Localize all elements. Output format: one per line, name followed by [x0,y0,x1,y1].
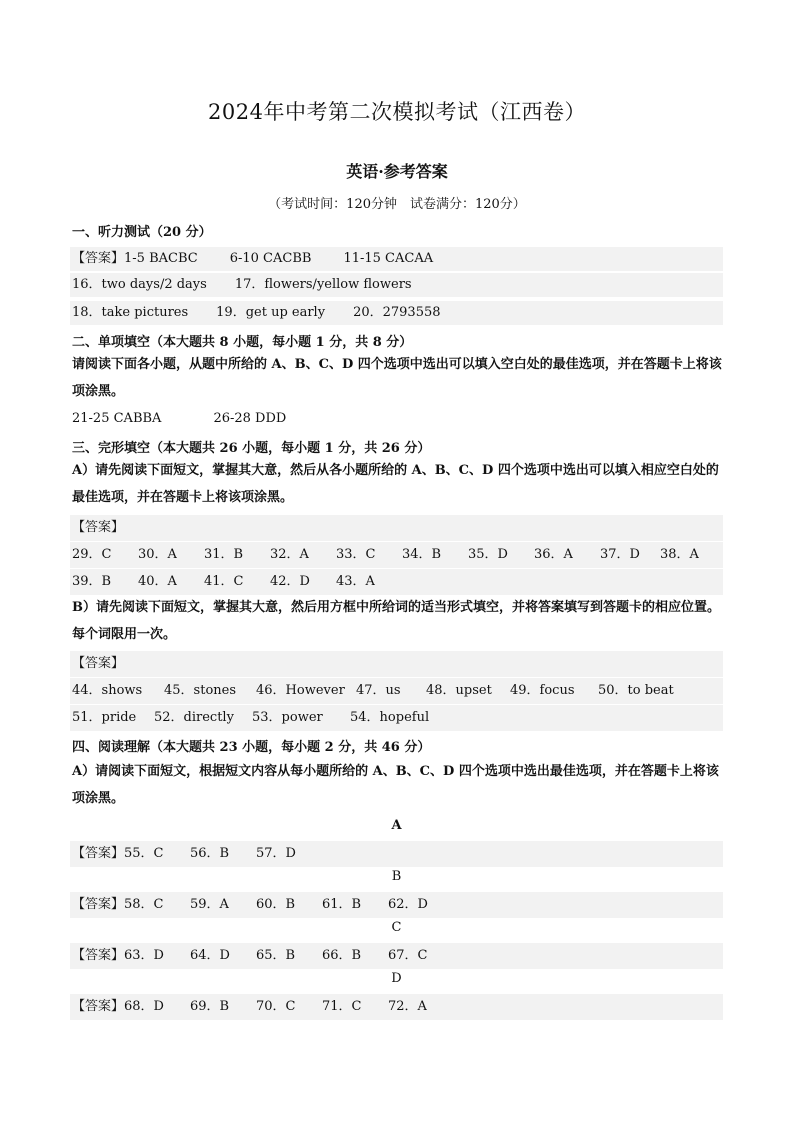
answer-item: 16．two days/2 days [72,277,207,292]
answer-item: 26-28 DDD [213,411,287,426]
listening-answers-row-3 [70,301,723,325]
answer-item: 64．D [190,948,230,963]
answer-item: 59．A [190,897,229,912]
answer-item: 63．D [124,948,164,963]
exam-info: （考试时间：120分钟 试卷满分：120分） [268,197,526,212]
answer-item: 19．get up early [216,305,326,320]
answer-item: 71．C [322,999,362,1014]
answer-item: 54．hopeful [350,710,430,725]
answer-item: 68．D [124,999,164,1014]
answer-item: 72．A [388,999,427,1014]
answer-item: 34．B [402,547,442,562]
answer-item: 61．B [322,897,362,912]
section-heading-single-choice: 二、单项填空（本大题共 8 小题，每小题 1 分，共 8 分） [72,335,413,350]
answer-item: 33．C [336,547,376,562]
reading-answers-d [70,994,723,1020]
answer-item: 39．B [72,574,112,589]
cloze-part-a-answer-tag: 【答案】 [70,515,723,541]
answer-item: 50．to beat [598,683,674,698]
single-choice-instruction: 请阅读下面各小题，从题中所给的 A、B、C、D 四个选项中选出可以填入空白处的最佳选项，并在答题卡上将该项涂黑。 [72,357,722,399]
cloze-part-b-instruction: B）请先阅读下面短文，掌握其大意，然后用方框中所给词的适当形式填空，并将答案填写到答题卡的相应位置。每个词限用一次。 [72,600,720,642]
answer-tag: 【答案】 [72,251,125,266]
section-heading-listening: 一、听力测试（20 分） [72,225,212,240]
answer-tag: 【答案】 [72,948,125,963]
answer-item: 35．D [468,547,508,562]
answer-item: 55．C [124,846,164,861]
answer-item: 49．focus [510,683,575,698]
answer-item: 32．A [270,547,309,562]
answer-item: 60．B [256,897,296,912]
answer-item: 56．B [190,846,230,861]
answer-item: 45．stones [164,683,237,698]
answer-item: 62．D [388,897,428,912]
cloze-part-a-instruction: A）请先阅读下面短文，掌握其大意，然后从各小题所给的 A、B、C、D 四个选项中选出可以填入相应空白处的最佳选项，并在答题卡上将该项涂黑。 [72,463,719,505]
cloze-part-b-answer-tag: 【答案】 [70,651,723,677]
answer-item: 69．B [190,999,230,1014]
answer-item: 11-15 CACAA [343,251,434,266]
page-subtitle: 英语·参考答案 [346,162,448,181]
answer-item: 58．C [124,897,164,912]
answer-item: 17．flowers/yellow flowers [234,277,412,292]
answer-item: 40．A [138,574,177,589]
passage-label-a: A [391,818,402,833]
answer-item: 30．A [138,547,177,562]
reading-part-a-instruction: A）请阅读下面短文，根据短文内容从每小题所给的 A、B、C、D 四个选项中选出最佳选项，并在答题卡上将该项涂黑。 [72,764,719,806]
passage-label-d: D [391,971,402,986]
listening-answers-row-1 [70,247,723,271]
answer-tag: 【答案】 [72,897,125,912]
cloze-part-a-answers-row-2 [70,569,723,595]
single-choice-answers [70,411,723,426]
answer-item: 41．C [204,574,244,589]
answer-item: 47．us [356,683,401,698]
answer-item: 43．A [336,574,375,589]
answer-item: 66．B [322,948,362,963]
answer-item: 6-10 CACBB [229,251,312,266]
passage-label-b: B [391,869,402,884]
section-heading-reading: 四、阅读理解（本大题共 23 小题，每小题 2 分，共 46 分） [72,740,431,755]
answer-item: 52．directly [154,710,234,725]
cloze-part-b-answers-row-1 [70,678,723,704]
cloze-part-a-answers-row-1 [70,542,723,568]
answer-item: 38．A [660,547,699,562]
answer-item: 29．C [72,547,112,562]
answer-item: 65．B [256,948,296,963]
answer-item: 1-5 BACBC [124,251,198,266]
page-title: 2024年中考第二次模拟考试（江西卷） [208,100,586,124]
reading-answers-c [70,943,723,969]
answer-item: 44．shows [72,683,143,698]
answer-tag: 【答案】 [72,846,125,861]
answer-item: 36．A [534,547,573,562]
reading-answers-b [70,892,723,918]
answer-item: 48．upset [426,683,492,698]
section-heading-cloze: 三、完形填空（本大题共 26 小题，每小题 1 分，共 26 分） [72,441,431,456]
answer-item: 53．power [252,710,323,725]
answer-item: 51．pride [72,710,137,725]
listening-answers-row-2 [70,273,723,297]
answer-item: 21-25 CABBA [72,411,162,426]
answer-item: 18．take pictures [72,305,189,320]
answer-item: 57．D [256,846,296,861]
reading-answers-a [70,841,723,867]
answer-item: 67．C [388,948,428,963]
passage-label-c: C [391,920,402,935]
answer-tag: 【答案】 [72,999,125,1014]
answer-item: 20．2793558 [353,305,441,320]
answer-item: 70．C [256,999,296,1014]
answer-item: 42．D [270,574,310,589]
answer-item: 37．D [600,547,640,562]
answer-item: 46．However [256,683,345,698]
answer-item: 31．B [204,547,244,562]
cloze-part-b-answers-row-2 [70,705,723,731]
